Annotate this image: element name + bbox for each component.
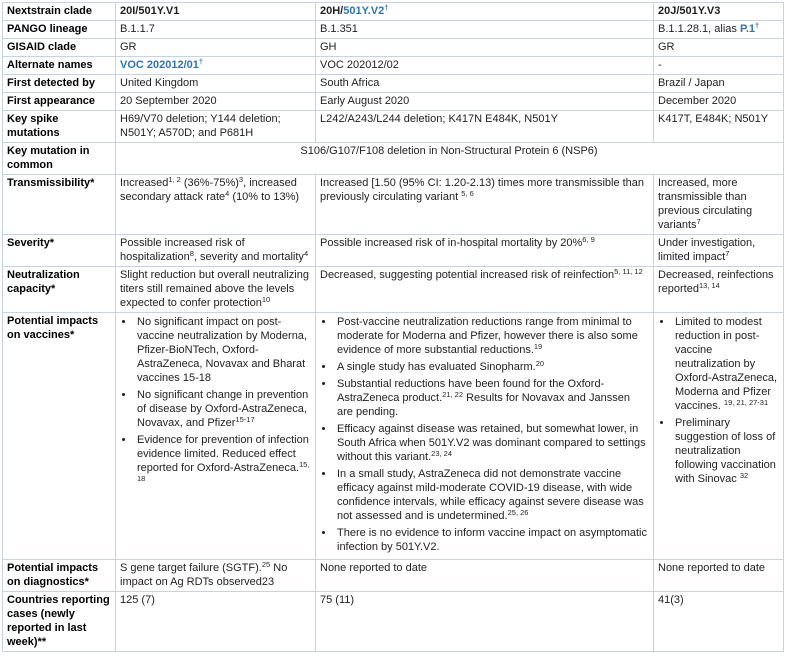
- cell-nextstrain-clade-col2: [316, 3, 654, 21]
- text-segment: Post-vaccine neutralization reductions range from minimal to moderate for Moderna and Pfizer, however there is also some evidence of more substantial reductions.: [337, 316, 638, 356]
- table-row-potential-impacts-on-diagnostics: [3, 560, 784, 592]
- text-segment: GH: [320, 41, 337, 53]
- text-segment: No impact on Ag RDTs observed23: [120, 562, 288, 588]
- cell-countries-reporting-cases-col2: [316, 592, 654, 652]
- superscript-reference: 5, 6: [461, 189, 474, 198]
- text-segment: Potential impacts on vaccines*: [7, 315, 99, 341]
- row-label-gisaid-clade: [3, 39, 116, 57]
- superscript-reference: 6, 9: [582, 235, 595, 244]
- table-row-countries-reporting-cases: [3, 592, 784, 652]
- text-segment: GR: [120, 41, 137, 53]
- row-label-countries-reporting-cases: [3, 592, 116, 652]
- table-body: [3, 3, 784, 652]
- table-row-key-spike-mutations: [3, 111, 784, 143]
- text-segment: Slight reduction but overall neutralizing titers still remained above the levels expected to confer protection: [120, 269, 309, 309]
- bullet-item: [335, 360, 648, 374]
- cell-transmissibility-col2: [316, 175, 654, 235]
- row-label-key-mutation-in-common: [3, 143, 116, 175]
- text-segment: Neutralization capacity*: [7, 269, 80, 295]
- superscript-reference: 21, 22: [442, 390, 464, 399]
- text-segment: Nextstrain clade: [7, 5, 92, 17]
- text-segment: December 2020: [658, 95, 737, 107]
- superscript-reference: 4: [225, 189, 230, 198]
- text-segment: PANGO lineage: [7, 23, 88, 35]
- text-segment: United Kingdom: [120, 77, 199, 89]
- text-segment: Results for Novavax and Janssen are pending.: [337, 392, 630, 418]
- text-segment: S gene target failure (SGTF).: [120, 562, 262, 574]
- bullet-item: [335, 526, 648, 554]
- text-segment: A single study has evaluated Sinopharm.: [337, 361, 536, 373]
- cell-alternate-names-col3: [654, 57, 784, 75]
- text-segment: Key mutation in common: [7, 145, 90, 171]
- table-row-first-detected-by: [3, 75, 784, 93]
- bullet-list: [120, 315, 310, 489]
- text-segment: In a small study, AstraZeneca did not demonstrate vaccine efficacy against mild-moderate COVID-19 disease, with wide confidence intervals, while efficacy against severe disease was not assessed and is undetermined.: [337, 468, 644, 522]
- text-segment: Potential impacts on diagnostics*: [7, 562, 99, 588]
- bullet-item: [135, 388, 310, 430]
- text-segment: Early August 2020: [320, 95, 410, 107]
- text-segment: Evidence for prevention of infection evidence limited. Reduced effect reported for Oxford-AstraZeneca.: [137, 434, 309, 474]
- text-segment: First detected by: [7, 77, 96, 89]
- cell-key-spike-mutations-col1: [116, 111, 316, 143]
- hyperlink-text[interactable]: P.1: [739, 23, 756, 35]
- cell-first-appearance-col3: [654, 93, 784, 111]
- text-segment: -: [658, 59, 662, 71]
- cell-transmissibility-col1: [116, 175, 316, 235]
- text-segment: K417T, E484K; N501Y: [658, 113, 769, 125]
- row-label-first-appearance: [3, 93, 116, 111]
- text-segment: South Africa: [320, 77, 380, 89]
- cell-alternate-names-col2: [316, 57, 654, 75]
- cell-gisaid-clade-col2: [316, 39, 654, 57]
- cell-pango-lineage-col3: [654, 21, 784, 39]
- text-segment: 20H/: [320, 5, 344, 17]
- table-row-alternate-names: [3, 57, 784, 75]
- cell-nextstrain-clade-col1: [116, 3, 316, 21]
- text-segment: 125 (7): [120, 594, 155, 606]
- text-segment: B.1.1.7: [120, 23, 155, 35]
- bullet-item: [673, 416, 778, 486]
- bullet-item: [673, 315, 778, 413]
- text-segment: , increased secondary attack rate: [120, 177, 297, 203]
- text-segment: None reported to date: [320, 562, 428, 574]
- row-label-key-spike-mutations: [3, 111, 116, 143]
- superscript-reference: 19: [533, 342, 543, 351]
- row-label-severity: [3, 235, 116, 267]
- text-segment: Brazil / Japan: [658, 77, 725, 89]
- cell-severity-col1: [116, 235, 316, 267]
- text-segment: Decreased, reinfections reported: [658, 269, 774, 295]
- text-segment: Countries reporting cases (newly reported in last week)**: [7, 594, 110, 648]
- cell-key-spike-mutations-col3: [654, 111, 784, 143]
- row-label-potential-impacts-on-diagnostics: [3, 560, 116, 592]
- text-segment: Increased, more transmissible than previous circulating variants: [658, 177, 753, 231]
- text-segment: First appearance: [7, 95, 96, 107]
- text-segment: GISAID clade: [7, 41, 77, 53]
- cell-pango-lineage-col1: [116, 21, 316, 39]
- superscript-reference: 1, 2: [168, 175, 181, 184]
- text-segment: Transmissibility*: [7, 177, 95, 189]
- superscript-reference: 25: [261, 560, 271, 569]
- text-segment: S106/G107/F108 deletion in Non-Structural Protein 6 (NSP6): [300, 145, 598, 157]
- cell-potential-impacts-on-diagnostics-col3: [654, 560, 784, 592]
- text-segment: Substantial reductions have been found for the Oxford-AstraZeneca product.: [337, 378, 605, 404]
- superscript-reference: 10: [261, 295, 271, 304]
- superscript-reference: 3: [238, 175, 244, 184]
- text-segment: B.1.1.28.1, alias: [658, 23, 740, 35]
- cell-neutralization-capacity-col2: [316, 267, 654, 313]
- superscript-reference[interactable]: †: [384, 3, 389, 12]
- table-row-first-appearance: [3, 93, 784, 111]
- text-segment: 20J/501Y.V3: [658, 5, 721, 17]
- superscript-reference: 20: [535, 359, 545, 368]
- table-row-pango-lineage: [3, 21, 784, 39]
- cell-pango-lineage-col2: [316, 21, 654, 39]
- text-segment: Preliminary suggestion of loss of neutralization following vaccination with Sinovac: [675, 417, 776, 485]
- hyperlink-text[interactable]: 501Y.V2: [343, 5, 385, 17]
- cell-neutralization-capacity-col1: [116, 267, 316, 313]
- row-label-first-detected-by: [3, 75, 116, 93]
- bullet-list: [658, 315, 778, 486]
- superscript-reference: 32: [739, 471, 749, 480]
- bullet-item: [335, 315, 648, 357]
- text-segment: VOC 202012/02: [320, 59, 399, 71]
- bullet-item: [135, 433, 310, 489]
- superscript-reference: 8: [189, 249, 194, 258]
- cell-first-detected-by-col3: [654, 75, 784, 93]
- text-segment: Possible increased risk of hospitalization: [120, 237, 245, 263]
- text-segment: Key spike mutations: [7, 113, 60, 139]
- superscript-reference: 4: [303, 249, 309, 258]
- text-segment: Possible increased risk of in-hospital mortality by 20%: [320, 237, 583, 249]
- text-segment: , severity and mortality: [193, 251, 304, 263]
- bullet-list: [320, 315, 648, 554]
- text-segment: L242/A243/L244 deletion; K417N E484K, N501Y: [320, 113, 558, 125]
- cell-severity-col3: [654, 235, 784, 267]
- superscript-reference: 19, 21, 27-31: [723, 398, 769, 407]
- text-segment: Increased: [120, 177, 169, 189]
- row-label-transmissibility: [3, 175, 116, 235]
- cell-first-appearance-col2: [316, 93, 654, 111]
- bullet-item: [335, 377, 648, 419]
- hyperlink-text[interactable]: VOC 202012/01: [120, 59, 199, 71]
- superscript-reference: 25, 26: [507, 508, 529, 517]
- superscript-reference: 5, 11, 12: [614, 267, 643, 276]
- text-segment: No significant change in prevention of disease by Oxford-AstraZeneca, Novavax, and Pfizer: [137, 389, 309, 429]
- cell-potential-impacts-on-vaccines-col3: [654, 313, 784, 560]
- superscript-reference: 15, 18: [137, 460, 310, 483]
- cell-first-detected-by-col1: [116, 75, 316, 93]
- text-segment: (10% to 13%): [229, 191, 300, 203]
- text-segment: (36%-75%): [180, 177, 239, 189]
- table-row-key-mutation-in-common: [3, 143, 784, 175]
- cell-key-mutation-in-common-col1: [116, 143, 784, 175]
- cell-gisaid-clade-col3: [654, 39, 784, 57]
- text-segment: There is no evidence to inform vaccine impact on asymptomatic infection by 501Y.V2.: [337, 527, 647, 553]
- row-label-pango-lineage: [3, 21, 116, 39]
- cell-gisaid-clade-col1: [116, 39, 316, 57]
- superscript-reference: 7: [725, 249, 730, 258]
- text-segment: Alternate names: [7, 59, 93, 71]
- superscript-reference: 15-17: [235, 415, 255, 424]
- cell-nextstrain-clade-col3: [654, 3, 784, 21]
- superscript-reference: 7: [696, 217, 701, 226]
- cell-countries-reporting-cases-col3: [654, 592, 784, 652]
- bullet-item: [335, 467, 648, 523]
- table-row-severity: [3, 235, 784, 267]
- cell-countries-reporting-cases-col1: [116, 592, 316, 652]
- text-segment: B.1.351: [320, 23, 358, 35]
- text-segment: 20 September 2020: [120, 95, 217, 107]
- row-label-potential-impacts-on-vaccines: [3, 313, 116, 560]
- cell-potential-impacts-on-diagnostics-col1: [116, 560, 316, 592]
- text-segment: H69/V70 deletion; Y144 deletion; N501Y; A570D; and P681H: [120, 113, 281, 139]
- cell-neutralization-capacity-col3: [654, 267, 784, 313]
- text-segment: GR: [658, 41, 675, 53]
- cell-potential-impacts-on-vaccines-col2: [316, 313, 654, 560]
- text-segment: No significant impact on post-vaccine neutralization by Moderna, Pfizer-BioNTech, Oxford-AstraZeneca, Novavax and Bharat vaccines 15-18: [137, 316, 307, 384]
- table-row-neutralization-capacity: [3, 267, 784, 313]
- table-row-gisaid-clade: [3, 39, 784, 57]
- text-segment: 41(3): [658, 594, 684, 606]
- cell-potential-impacts-on-diagnostics-col2: [316, 560, 654, 592]
- cell-first-detected-by-col2: [316, 75, 654, 93]
- row-label-alternate-names: [3, 57, 116, 75]
- text-segment: None reported to date: [658, 562, 766, 574]
- superscript-reference[interactable]: †: [755, 21, 760, 30]
- cell-potential-impacts-on-vaccines-col1: [116, 313, 316, 560]
- superscript-reference: 23, 24: [431, 449, 453, 458]
- text-segment: Decreased, suggesting potential increased risk of reinfection: [320, 269, 615, 281]
- text-segment: Increased [1.50 (95% CI: 1.20-2.13) times more transmissible than previously circulating variant: [320, 177, 645, 203]
- text-segment: Limited to modest reduction in post-vaccine neutralization by Oxford-AstraZeneca, Moderna and Pfizer vaccines.: [675, 316, 778, 412]
- text-segment: Efficacy against disease was retained, but somewhat lower, in South Africa when 501Y.V2 was dominant compared to settings without this variant.: [337, 423, 646, 463]
- text-segment: Under investigation, limited impact: [658, 237, 756, 263]
- table-row-transmissibility: [3, 175, 784, 235]
- cell-alternate-names-col1: [116, 57, 316, 75]
- table-row-nextstrain-clade: [3, 3, 784, 21]
- variants-comparison-table: [2, 2, 784, 652]
- superscript-reference[interactable]: †: [198, 57, 204, 66]
- cell-first-appearance-col1: [116, 93, 316, 111]
- bullet-item: [335, 422, 648, 464]
- row-label-nextstrain-clade: [3, 3, 116, 21]
- cell-key-spike-mutations-col2: [316, 111, 654, 143]
- text-segment: 75 (11): [320, 594, 355, 606]
- bullet-item: [135, 315, 310, 385]
- text-segment: 20I/501Y.V1: [120, 5, 180, 17]
- cell-severity-col2: [316, 235, 654, 267]
- cell-transmissibility-col3: [654, 175, 784, 235]
- text-segment: Severity*: [7, 237, 55, 249]
- table-row-potential-impacts-on-vaccines: [3, 313, 784, 560]
- row-label-neutralization-capacity: [3, 267, 116, 313]
- superscript-reference: 13, 14: [698, 281, 720, 290]
